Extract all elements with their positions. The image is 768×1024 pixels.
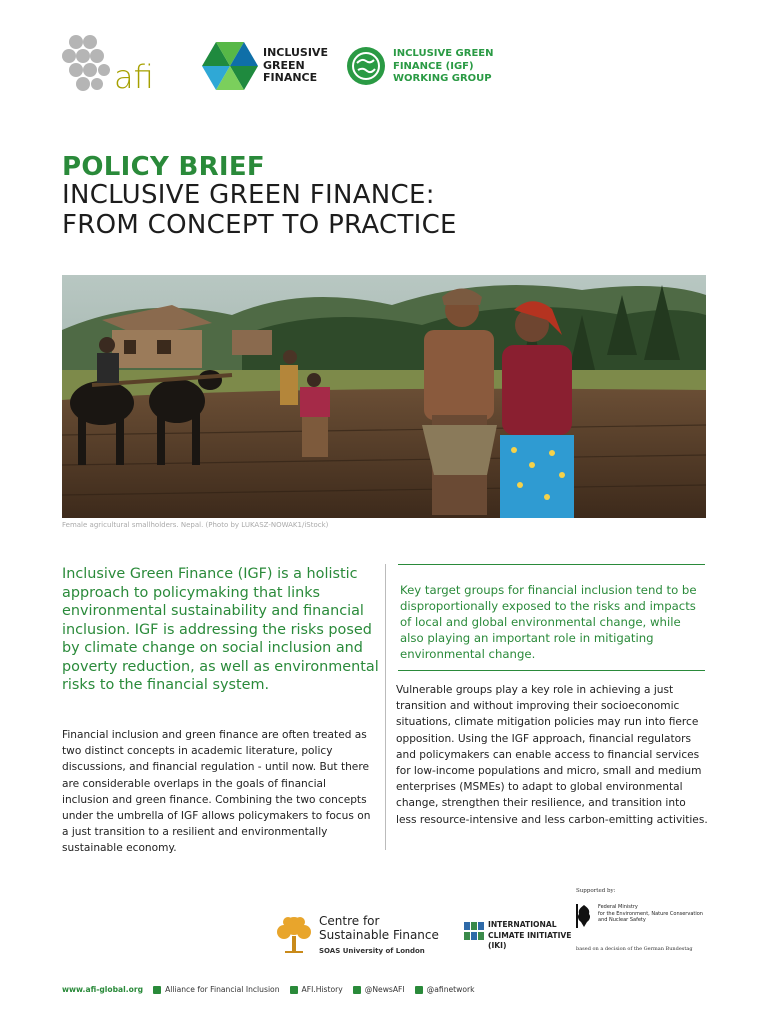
afi-logo: [62, 34, 172, 96]
hero-photo: [62, 275, 706, 518]
lead-paragraph: Inclusive Green Finance (IGF) is a holistic approach to policymaking that links environmental sustainability and financial inclusion. IGF is addressing the risks posed by climate change on social inclusion and poverty reduction, as well as environmental risks to the financial system.: [62, 566, 379, 693]
body-paragraph-right: Vulnerable groups play a key role in achieving a just transition and without improving their socioeconomic situations, climate mitigation policies may run into fierce opposition. Using the IGF approach, financial regulators and policymakers can enable access to financial services for low-income populations and micro, small and medium enterprises (MSMEs) to adapt to global environmental change, strengthen their resilience, and transition into less resource-intensive and less carbon-emitting activities.: [396, 684, 708, 826]
pull-quote-rule-bottom: [398, 670, 705, 671]
csf-logo-line-3: SOAS University of London: [319, 947, 425, 955]
twitter-icon: [353, 986, 361, 994]
pull-quote: Key target groups for financial inclusion tend to be disproportionally exposed to the risks and impacts of local and global environmental change, while also playing an important role in mitigating environmental change.: [400, 583, 697, 661]
footer-links: [62, 982, 475, 996]
linkedin-link[interactable]: Alliance for Financial Inclusion: [165, 984, 280, 994]
igfwg-logo-line-3: WORKING GROUP: [393, 73, 492, 84]
afi-logo-wordmark: afi: [114, 58, 154, 96]
facebook-icon: [290, 986, 298, 994]
column-divider: [385, 564, 386, 850]
centre-for-sustainable-finance-logo: [275, 910, 445, 960]
bmu-line-1: Federal Ministry: [598, 904, 638, 910]
igfwg-logo-line-2: FINANCE (IGF): [393, 60, 474, 72]
twitter-link[interactable]: @NewsAFI: [364, 984, 405, 994]
youtube-link[interactable]: @afinetwork: [426, 984, 475, 994]
website-link[interactable]: www.afi-global.org: [62, 984, 144, 994]
bmu-line-2: for the Environment, Nature Conservation: [598, 910, 703, 917]
page-title-line-1: INCLUSIVE GREEN FINANCE:: [62, 180, 435, 210]
iki-logo-line-2: CLIMATE INITIATIVE (IKI): [488, 930, 572, 950]
igf-working-group-logo: [346, 44, 496, 90]
iki-logo-line-1: INTERNATIONAL: [488, 920, 557, 929]
igf-logo: [200, 38, 330, 94]
linkedin-icon: [153, 986, 161, 994]
facebook-link[interactable]: AFI.History: [301, 984, 343, 994]
pull-quote-rule-top: [398, 564, 705, 565]
page-title: [62, 180, 457, 240]
igf-logo-line-2: GREEN: [263, 58, 305, 72]
body-paragraph-left: Financial inclusion and green finance are often treated as two distinct concepts in academic literature, policy discussions, and financial regulation - until now. But there are considerable overlaps in the goals of financial inclusion and green finance. Combining the two concepts under the umbrella of IGF allows policymakers to focus on a just transition to a resilient and environmentally sustainable economy.: [62, 729, 371, 855]
youtube-icon: [415, 986, 423, 994]
bmu-supported-by: Supported by:: [576, 888, 616, 894]
csf-logo-line-2: Sustainable Finance: [319, 928, 439, 942]
policy-brief-kicker: POLICY BRIEF: [62, 152, 265, 182]
igf-logo-line-1: INCLUSIVE: [263, 46, 328, 59]
page-title-line-2: FROM CONCEPT TO PRACTICE: [62, 210, 457, 240]
bmu-line-3: and Nuclear Safety: [598, 917, 646, 923]
iki-logo: [464, 918, 574, 950]
bmu-logo: [574, 888, 708, 954]
igf-logo-line-3: FINANCE: [263, 71, 318, 84]
photo-caption: Female agricultural smallholders. Nepal. (Photo by LUKASZ-NOWAK1/iStock): [62, 521, 329, 529]
csf-logo-line-1: Centre for: [319, 914, 380, 928]
igfwg-logo-line-1: INCLUSIVE GREEN: [393, 48, 494, 59]
bmu-decision-note: based on a decision of the German Bundestag: [576, 946, 693, 952]
